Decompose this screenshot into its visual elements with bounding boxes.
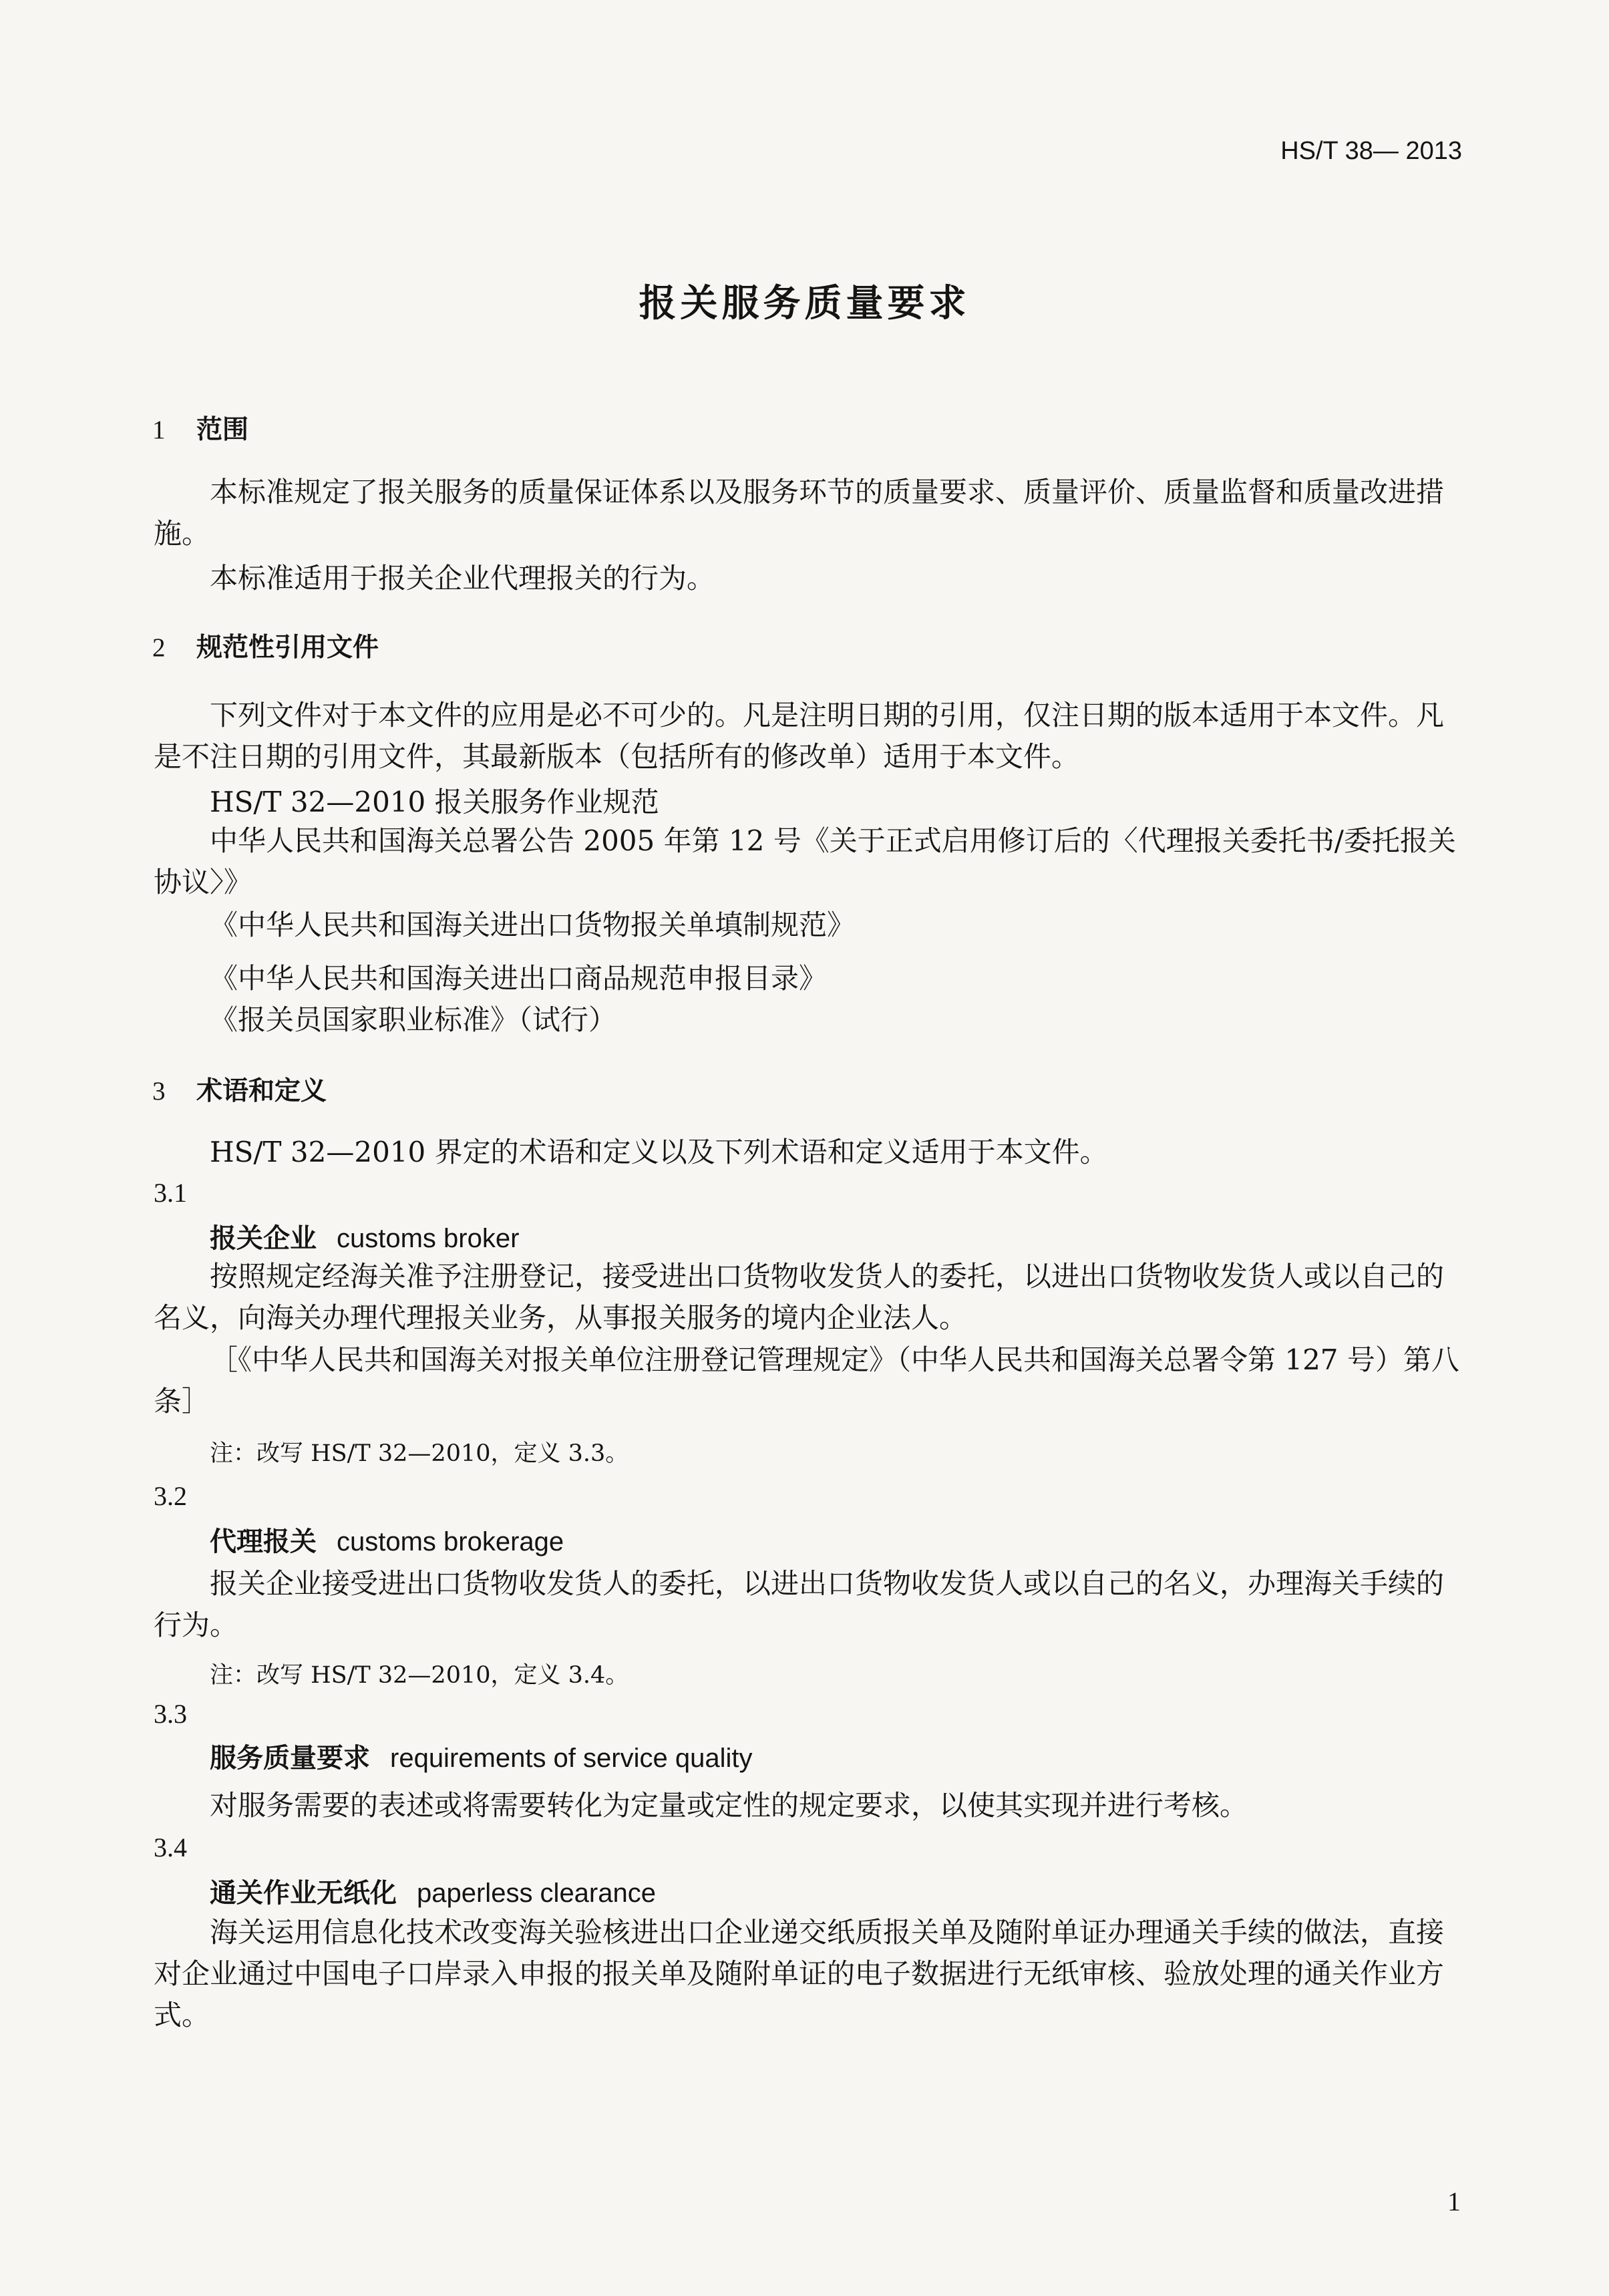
section-title: 规范性引用文件	[196, 633, 379, 663]
section-heading-2	[152, 627, 379, 664]
paragraph: 本标准适用于报关企业代理报关的行为。	[210, 562, 715, 595]
term-en: customs broker	[337, 1224, 520, 1253]
term-note: 注：改写 HS/T 32—2010，定义 3.3。	[210, 1440, 629, 1467]
reference-item: 《中华人民共和国海关进出口商品规范申报目录》	[210, 962, 828, 995]
term-number: 3.3	[154, 1699, 187, 1729]
term-en: paperless clearance	[417, 1878, 656, 1908]
reference-item: 中华人民共和国海关总署公告 2005 年第 12 号《关于正式启用修订后的〈代理报关委托书/委托报关协议〉》	[154, 824, 1456, 898]
section-title: 范围	[196, 415, 249, 445]
section-number: 1	[152, 416, 166, 444]
reference-item: 《报关员国家职业标准》（试行）	[210, 1003, 617, 1036]
term-en: customs brokerage	[337, 1527, 564, 1556]
reference-item: 《中华人民共和国海关进出口货物报关单填制规范》	[210, 909, 856, 941]
section-title: 术语和定义	[196, 1076, 327, 1106]
paragraph: 下列文件对于本文件的应用是必不可少的。凡是注明日期的引用，仅注日期的版本适用于本文件。凡是不注日期的引用文件，其最新版本（包括所有的修改单）适用于本文件。	[154, 699, 1445, 773]
term-zh: 报关企业	[210, 1223, 317, 1254]
term-definition: 报关企业接受进出口货物收发货人的委托，以进出口货物收发货人或以自己的名义，办理海关手续的行为。	[154, 1567, 1445, 1641]
section-number: 2	[152, 633, 166, 662]
term-definition: 海关运用信息化技术改变海关验核进出口企业递交纸质报关单及随附单证办理通关手续的做法，直接对企业通过中国电子口岸录入申报的报关单及随附单证的电子数据进行无纸审核、验放处理的通关作业方式。	[154, 1916, 1445, 2031]
doc-code: HS/T 38— 2013	[1280, 137, 1462, 165]
paragraph: 本标准规定了报关服务的质量保证体系以及服务环节的质量要求、质量评价、质量监督和质量改进措施。	[154, 476, 1445, 550]
term-source: ［《中华人民共和国海关对报关单位注册登记管理规定》（中华人民共和国海关总署令第 127 号）第八条］	[154, 1343, 1459, 1418]
reference-item: HS/T 32—2010 报关服务作业规范	[210, 786, 659, 818]
term-zh: 代理报关	[210, 1526, 317, 1557]
term-heading	[210, 1737, 752, 1775]
term-definition: 按照规定经海关准予注册登记，接受进出口货物收发货人的委托，以进出口货物收发货人或以自己的名义，向海关办理代理报关业务，从事报关服务的境内企业法人。	[154, 1260, 1445, 1334]
paragraph: HS/T 32—2010 界定的术语和定义以及下列术语和定义适用于本文件。	[210, 1136, 1108, 1168]
page-title: 报关服务质量要求	[639, 282, 970, 325]
section-heading-3	[152, 1070, 327, 1108]
section-number: 3	[152, 1077, 166, 1106]
term-heading	[210, 1520, 564, 1559]
term-heading	[210, 1872, 656, 1910]
term-number: 3.4	[154, 1832, 187, 1862]
section-heading-1	[152, 409, 248, 446]
term-number: 3.2	[154, 1481, 187, 1511]
term-heading	[210, 1217, 519, 1255]
term-zh: 通关作业无纸化	[210, 1878, 397, 1909]
term-definition: 对服务需要的表述或将需要转化为定量或定性的规定要求，以使其实现并进行考核。	[210, 1789, 1248, 1822]
page-number: 1	[1447, 2186, 1461, 2217]
term-zh: 服务质量要求	[210, 1743, 370, 1774]
term-number: 3.1	[154, 1178, 187, 1208]
term-en: requirements of service quality	[390, 1744, 753, 1773]
term-note: 注：改写 HS/T 32—2010，定义 3.4。	[210, 1662, 629, 1689]
